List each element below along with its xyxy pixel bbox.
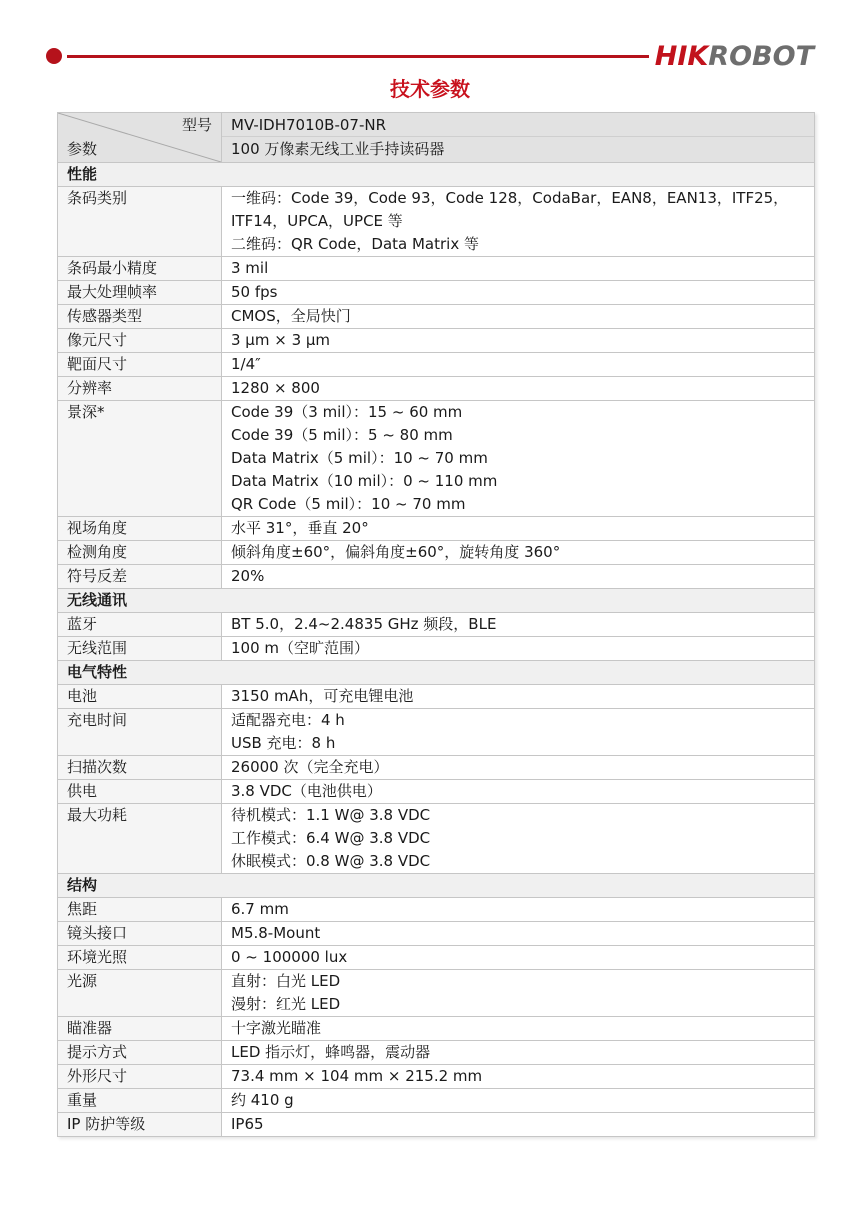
- spec-label: 靶面尺寸: [58, 353, 222, 376]
- spec-row: [58, 1016, 814, 1040]
- spec-row: [58, 540, 814, 564]
- spec-value: [222, 281, 814, 304]
- spec-value-line: 6.7 mm: [231, 900, 289, 918]
- spec-value-line: 约 410 g: [231, 1091, 294, 1109]
- spec-value: [222, 187, 814, 256]
- spec-value-line: 工作模式：6.4 W@ 3.8 VDC: [231, 829, 431, 847]
- spec-label: 景深*: [58, 401, 222, 516]
- spec-row: [58, 352, 814, 376]
- spec-label: 外形尺寸: [58, 1065, 222, 1088]
- spec-label: 传感器类型: [58, 305, 222, 328]
- spec-row: [58, 186, 814, 256]
- header-param-label: 参数: [67, 140, 98, 158]
- spec-value: [222, 1113, 814, 1136]
- spec-value-line: 3 mil: [231, 259, 269, 277]
- header-value-column: [222, 113, 814, 162]
- spec-label: 无线范围: [58, 637, 222, 660]
- spec-row: [58, 945, 814, 969]
- spec-value-line: 0 ~ 100000 lux: [231, 948, 348, 966]
- spec-row: [58, 1040, 814, 1064]
- spec-label: 最大功耗: [58, 804, 222, 873]
- spec-label: 像元尺寸: [58, 329, 222, 352]
- spec-label: 提示方式: [58, 1041, 222, 1064]
- spec-label: 视场角度: [58, 517, 222, 540]
- table-header: [58, 113, 814, 162]
- diagonal-header-cell: [58, 113, 222, 162]
- spec-value: [222, 1089, 814, 1112]
- spec-value-line: 一维码：Code 39，Code 93，Code 128，CodaBar，EAN8，EAN13，ITF25，ITF14，UPCA，UPCE 等: [231, 189, 789, 230]
- spec-row: [58, 969, 814, 1016]
- spec-value: [222, 305, 814, 328]
- spec-label: 扫描次数: [58, 756, 222, 779]
- spec-value-line: 20%: [231, 567, 265, 585]
- brand-bar: [0, 0, 860, 72]
- spec-row: [58, 376, 814, 400]
- spec-label: 焦距: [58, 898, 222, 921]
- spec-value: [222, 637, 814, 660]
- spec-value-line: 3.8 VDC（电池供电）: [231, 782, 382, 800]
- spec-value: [222, 1065, 814, 1088]
- spec-label: 供电: [58, 780, 222, 803]
- page-title: 技术参数: [390, 77, 470, 101]
- spec-value: [222, 1017, 814, 1040]
- spec-value: [222, 756, 814, 779]
- hikrobot-logo: [654, 40, 814, 72]
- spec-value-line: 100 m（空旷范围）: [231, 639, 370, 657]
- spec-label: 光源: [58, 970, 222, 1016]
- spec-label: 环境光照: [58, 946, 222, 969]
- spec-value: [222, 780, 814, 803]
- spec-value: [222, 517, 814, 540]
- spec-value: [222, 946, 814, 969]
- spec-value: [222, 685, 814, 708]
- spec-value-line: Data Matrix（10 mil）：0 ~ 110 mm: [231, 472, 498, 490]
- spec-row: [58, 1088, 814, 1112]
- spec-row: [58, 1112, 814, 1136]
- spec-value: [222, 353, 814, 376]
- spec-value: [222, 898, 814, 921]
- spec-value: [222, 541, 814, 564]
- spec-value-line: 50 fps: [231, 283, 278, 301]
- spec-value-line: IP65: [231, 1115, 264, 1133]
- spec-label: 瞄准器: [58, 1017, 222, 1040]
- spec-row: [58, 708, 814, 755]
- spec-value-line: 十字激光瞄准: [231, 1019, 322, 1037]
- spec-row: [58, 803, 814, 873]
- spec-label: 最大处理帧率: [58, 281, 222, 304]
- section-row: 无线通讯: [58, 588, 814, 612]
- spec-value-line: 休眠模式：0.8 W@ 3.8 VDC: [231, 852, 431, 870]
- spec-row: [58, 897, 814, 921]
- spec-row: [58, 612, 814, 636]
- spec-value: [222, 377, 814, 400]
- spec-row: [58, 304, 814, 328]
- spec-value: [222, 257, 814, 280]
- spec-label: 电池: [58, 685, 222, 708]
- spec-row: [58, 755, 814, 779]
- section-row: 性能: [58, 162, 814, 186]
- spec-row: [58, 636, 814, 660]
- spec-value-line: QR Code（5 mil）：10 ~ 70 mm: [231, 495, 466, 513]
- spec-value-line: 水平 31°，垂直 20°: [231, 519, 369, 537]
- spec-label: 分辨率: [58, 377, 222, 400]
- section-row: 结构: [58, 873, 814, 897]
- spec-label: 充电时间: [58, 709, 222, 755]
- spec-value-line: 26000 次（完全充电）: [231, 758, 389, 776]
- spec-value-line: 1/4″: [231, 355, 261, 373]
- spec-value: [222, 329, 814, 352]
- spec-row: [58, 328, 814, 352]
- spec-value-line: 待机模式：1.1 W@ 3.8 VDC: [231, 806, 431, 824]
- spec-row: [58, 684, 814, 708]
- spec-value-line: 倾斜角度±60°，偏斜角度±60°，旋转角度 360°: [231, 543, 561, 561]
- spec-value-line: LED 指示灯，蜂鸣器，震动器: [231, 1043, 431, 1061]
- spec-label: 检测角度: [58, 541, 222, 564]
- section-row: 电气特性: [58, 660, 814, 684]
- spec-table-body: [58, 162, 814, 1136]
- spec-value-line: M5.8-Mount: [231, 924, 321, 942]
- brand-divider-line: [67, 55, 649, 58]
- spec-row: [58, 564, 814, 588]
- logo-text-red: HIK: [654, 40, 709, 72]
- spec-value: [222, 401, 814, 516]
- spec-row: [58, 400, 814, 516]
- spec-label: 重量: [58, 1089, 222, 1112]
- spec-value: [222, 922, 814, 945]
- spec-value-line: 二维码：QR Code，Data Matrix 等: [231, 235, 479, 253]
- spec-row: [58, 280, 814, 304]
- spec-value: [222, 565, 814, 588]
- spec-value-line: Data Matrix（5 mil）：10 ~ 70 mm: [231, 449, 488, 467]
- spec-table: [57, 112, 815, 1137]
- spec-value: [222, 970, 814, 1016]
- spec-value-line: 直射：白光 LED: [231, 972, 341, 990]
- spec-label: 符号反差: [58, 565, 222, 588]
- header-model-label: 型号: [181, 116, 212, 134]
- spec-value-line: 1280 × 800: [231, 379, 320, 397]
- spec-value-line: Code 39（5 mil）：5 ~ 80 mm: [231, 426, 453, 444]
- spec-label: 镜头接口: [58, 922, 222, 945]
- spec-value-line: 3150 mAh，可充电锂电池: [231, 687, 414, 705]
- spec-value-line: 73.4 mm × 104 mm × 215.2 mm: [231, 1067, 483, 1085]
- spec-value-line: 适配器充电：4 h: [231, 711, 345, 729]
- spec-row: [58, 1064, 814, 1088]
- spec-value-line: USB 充电：8 h: [231, 734, 336, 752]
- spec-row: [58, 256, 814, 280]
- spec-value: [222, 613, 814, 636]
- spec-value-line: 3 μm × 3 μm: [231, 331, 331, 349]
- spec-row: [58, 921, 814, 945]
- spec-label: 条码最小精度: [58, 257, 222, 280]
- spec-label: IP 防护等级: [58, 1113, 222, 1136]
- spec-value-line: 漫射：红光 LED: [231, 995, 341, 1013]
- model-number: MV-IDH7010B-07-NR: [222, 113, 814, 137]
- spec-row: [58, 779, 814, 803]
- spec-label: 蓝牙: [58, 613, 222, 636]
- model-description: 100 万像素无线工业手持读码器: [222, 137, 814, 162]
- spec-value-line: BT 5.0，2.4~2.4835 GHz 频段，BLE: [231, 615, 497, 633]
- spec-label: 条码类别: [58, 187, 222, 256]
- spec-value-line: Code 39（3 mil）：15 ~ 60 mm: [231, 403, 463, 421]
- spec-value: [222, 709, 814, 755]
- spec-value-line: CMOS，全局快门: [231, 307, 351, 325]
- spec-row: [58, 516, 814, 540]
- logo-text-gray: ROBOT: [708, 40, 814, 72]
- spec-value: [222, 804, 814, 873]
- brand-dot-icon: [46, 48, 62, 64]
- spec-value: [222, 1041, 814, 1064]
